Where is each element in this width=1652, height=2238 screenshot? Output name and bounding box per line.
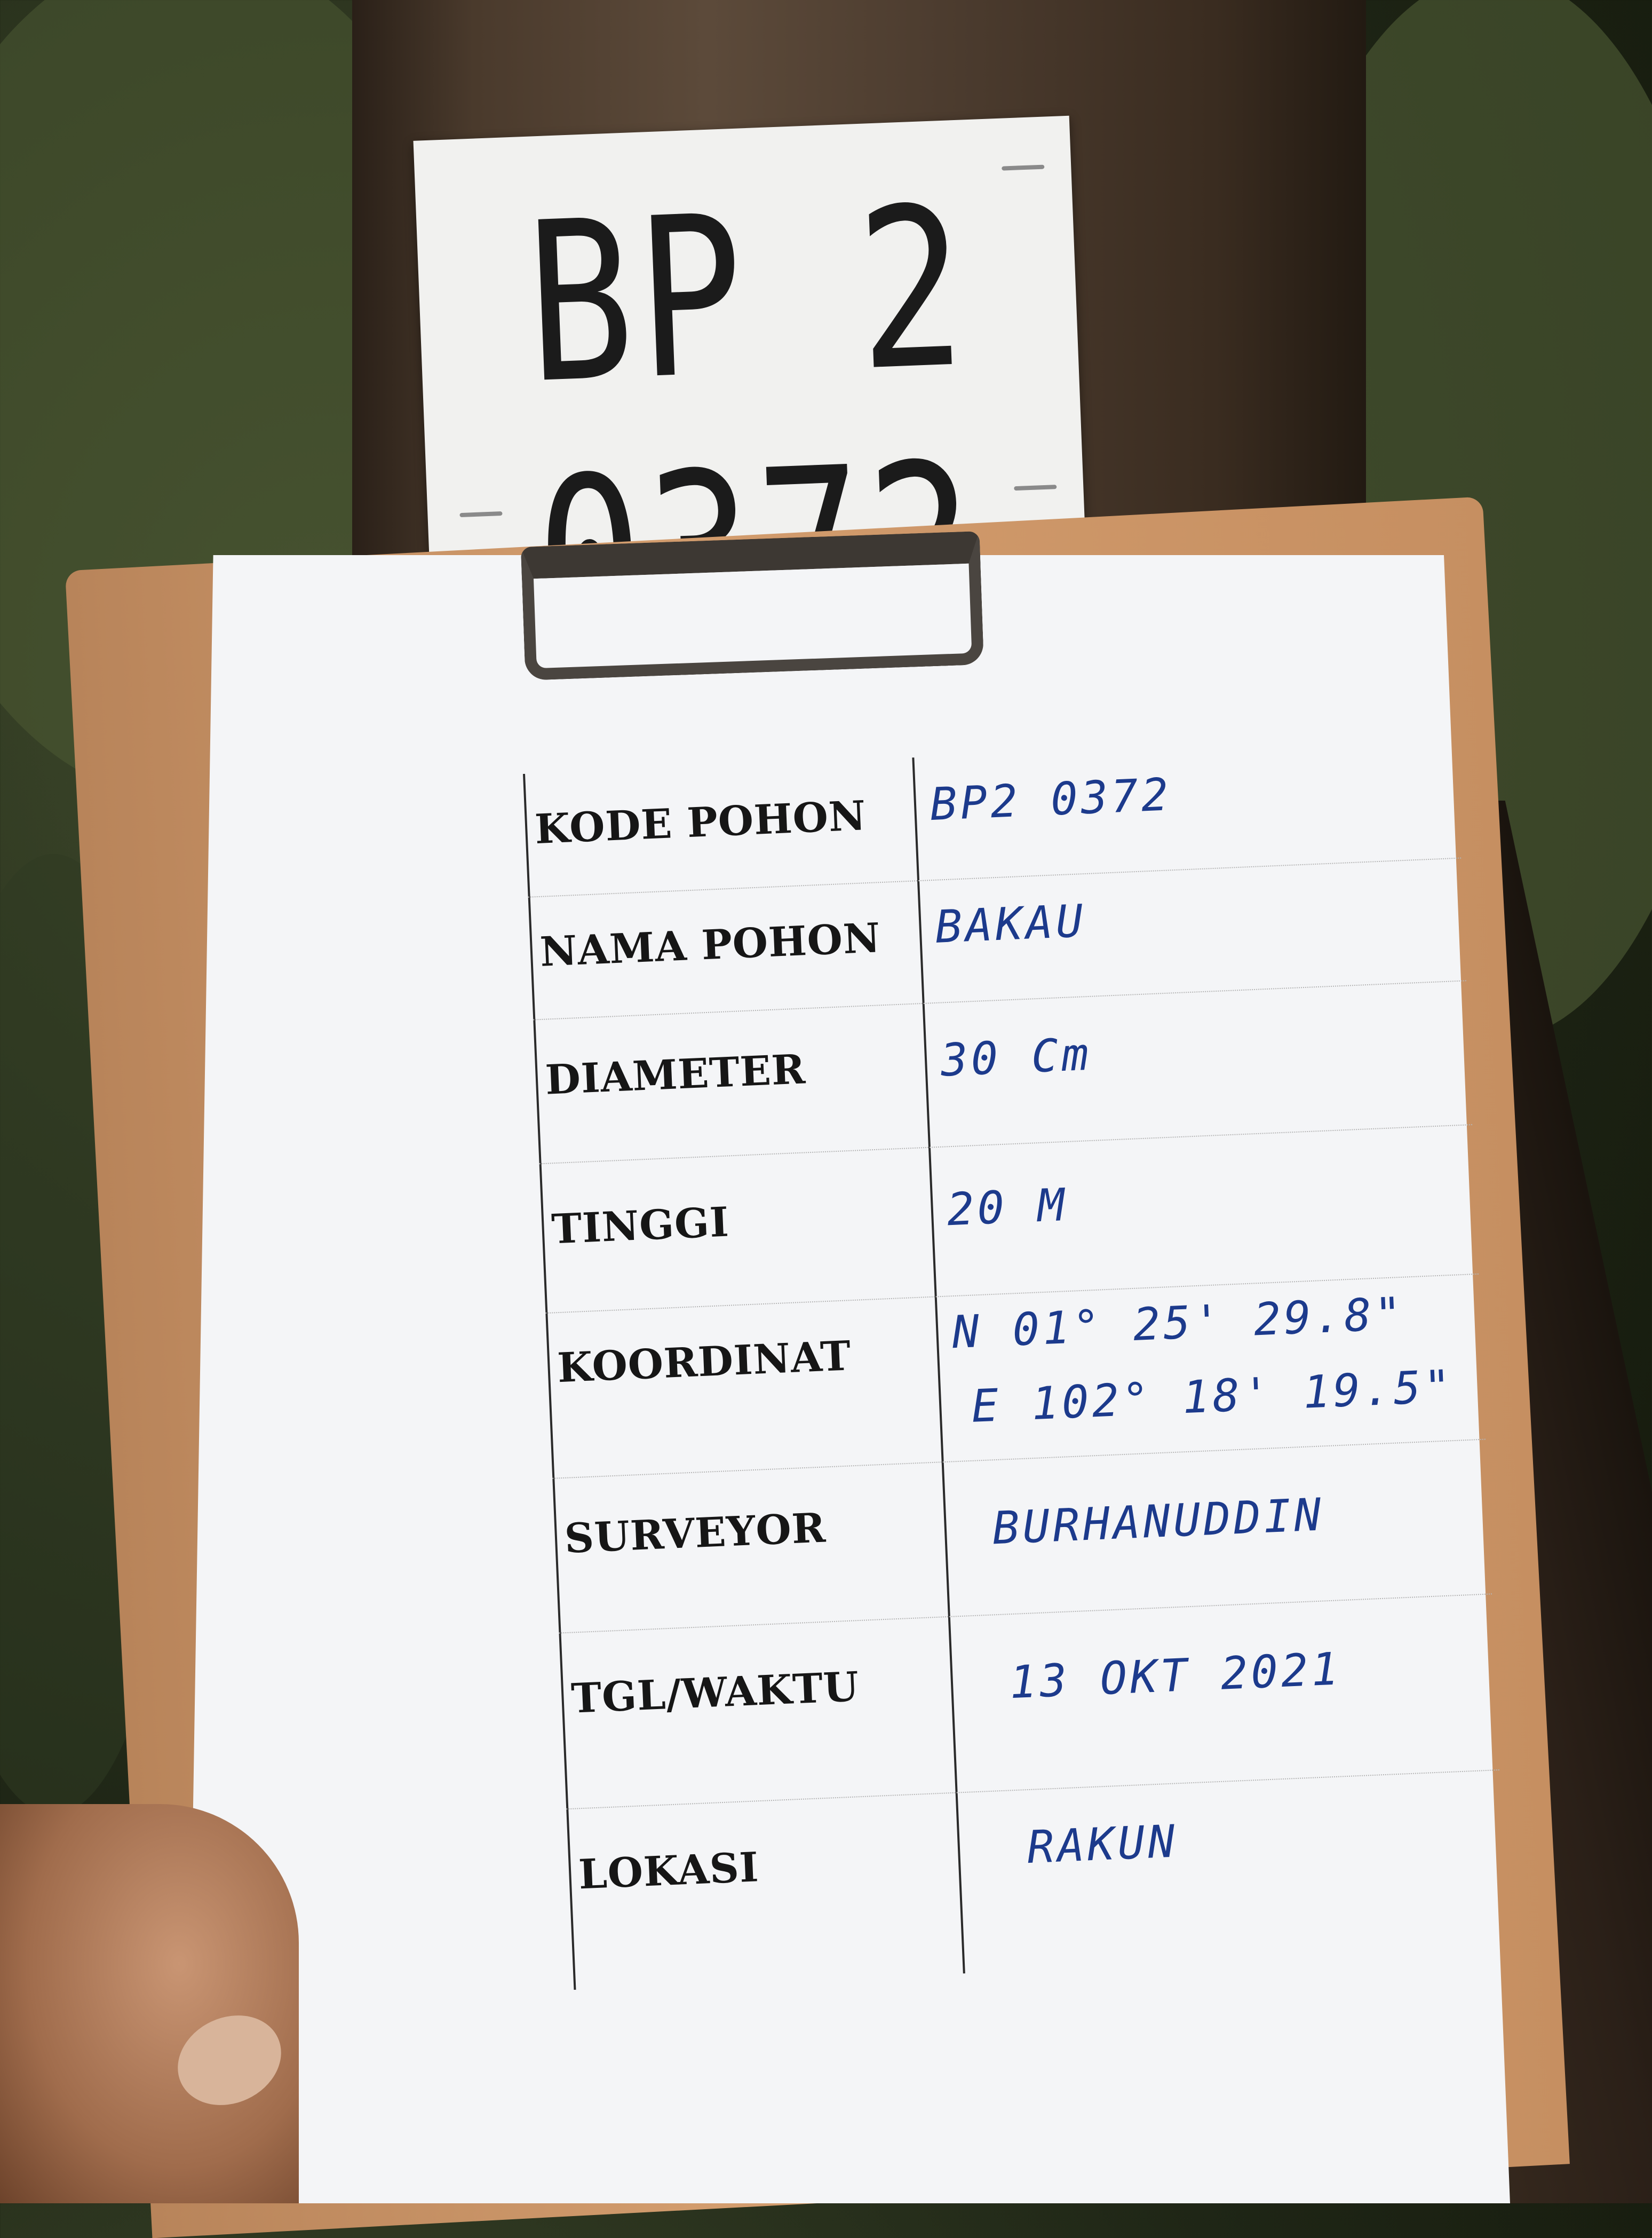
- row-value: 30 Cm: [940, 1027, 1093, 1087]
- row-value-secondary: E 102° 18' 19.5": [970, 1359, 1455, 1433]
- row-value: BAKAU: [934, 895, 1087, 953]
- tree-tag-paper: [414, 116, 1086, 584]
- row-label: NAMA POHON: [539, 914, 882, 976]
- row-label: TGL/WAKTU: [570, 1663, 861, 1722]
- row-value: BURHANUDDIN: [991, 1488, 1325, 1555]
- holding-hand: [0, 1804, 299, 2203]
- row-label: DIAMETER: [544, 1045, 807, 1104]
- row-value: N 01° 25' 29.8": [951, 1287, 1406, 1359]
- survey-form: [523, 735, 1509, 2043]
- row-value: 13 OKT 2021: [1008, 1642, 1343, 1709]
- row-label: TINGGI: [550, 1198, 730, 1253]
- form-row-lokasi: [566, 1769, 1507, 1990]
- row-value: BP2 0372: [929, 768, 1173, 831]
- row-value: 20 M: [946, 1178, 1069, 1236]
- row-label: KODE POHON: [534, 792, 868, 853]
- row-label: SURVEYOR: [563, 1504, 827, 1562]
- row-value: RAKUN: [1026, 1815, 1179, 1874]
- clipboard-clip: [521, 531, 984, 681]
- row-label: LOKASI: [577, 1843, 760, 1899]
- tree-tag-code: BP 2: [522, 159, 973, 432]
- row-label: KOORDINAT: [556, 1332, 852, 1392]
